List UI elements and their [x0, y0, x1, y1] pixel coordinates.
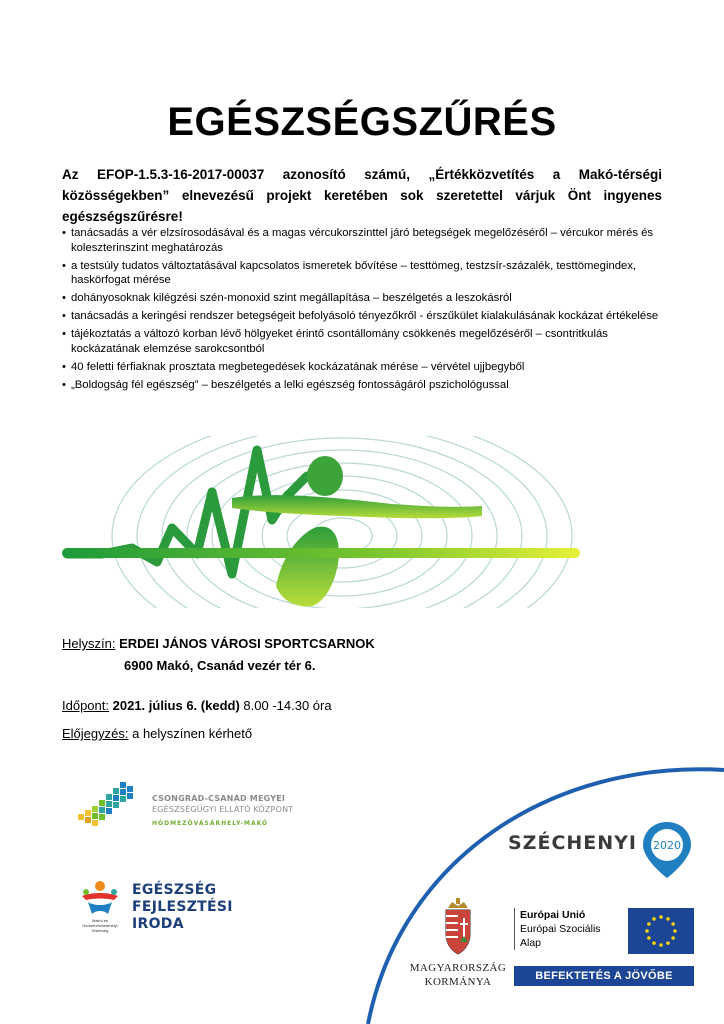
eu-star [659, 915, 663, 919]
eu-text-block [514, 908, 630, 950]
location-line [62, 636, 375, 651]
booking-value: a helyszínen kérhető [132, 726, 253, 741]
coat-of-arms-icon [440, 898, 476, 958]
csongrad-name-line2: EGÉSZSÉGÜGYI ELLÁTÓ KÖZPONT [152, 805, 294, 814]
befektetes-banner: BEFEKTETÉS A JÖVŐBE [514, 966, 694, 986]
eu-star [652, 941, 656, 945]
eu-star [647, 936, 651, 940]
eu-line1: Európai Unió [520, 909, 586, 921]
eu-star [671, 936, 675, 940]
eu-star [652, 917, 656, 921]
efi-line3: IRODA [132, 916, 184, 932]
eu-star [659, 943, 663, 947]
location-address-line [124, 658, 316, 673]
list-item: • a testsúly tudatos változtatásával kapcsolatos ismeretek bővítése – testtömeg, testzsír-százalék, testtömegindex, haskörfogat mérése [62, 259, 666, 288]
eu-star [671, 922, 675, 926]
szechenyi-year: 2020 [653, 839, 681, 852]
list-item: • tájékoztatás a változó korban lévő hölgyeket érintő csontállomány csökkenés megelőzéséről – csontritkulás kockázatának elemzése sarokcsontból [62, 327, 666, 356]
csongrad-logo [72, 776, 302, 836]
people-icon [78, 880, 122, 918]
eu-star [666, 917, 670, 921]
time-date: 2021. július 6. (kedd) [112, 698, 240, 713]
location-label: Helyszín: [62, 636, 116, 651]
szechenyi-word: SZÉCHENYI [508, 832, 637, 854]
efi-line1: EGÉSZSÉG [132, 882, 217, 898]
time-line [62, 698, 332, 713]
eu-star [666, 941, 670, 945]
efi-caption: Makói és Hódmezővásárhelyi Kistérség [82, 918, 118, 933]
page-title: EGÉSZSÉGSZŰRÉS [167, 100, 557, 144]
location-address: 6900 Makó, Csanád vezér tér 6. [124, 658, 316, 673]
health-illustration [62, 436, 582, 608]
eu-flag-icon [628, 908, 694, 954]
szechenyi-logo [508, 828, 708, 888]
efi-logo [78, 880, 233, 940]
location-venue: ERDEI JÁNOS VÁROSI SPORTCSARNOK [119, 636, 375, 651]
eu-star [647, 922, 651, 926]
time-hours: 8.00 -14.30 óra [243, 698, 332, 713]
eu-line2: Európai Szociális [520, 923, 601, 935]
location-pin-icon [640, 820, 694, 880]
list-item: • dohányosoknak kilégzési szén-monoxid szint megállapítása – beszélgetés a leszokásról [62, 291, 666, 306]
eu-star [645, 929, 649, 933]
list-item: • tanácsadás a vér elzsírosodásával és a magas vércukorszinttel járó betegségek megelőzéséről – vércukor mérés és koleszterinszint meghatározás [62, 226, 666, 255]
government-logo [398, 898, 518, 998]
list-item: • tanácsadás a keringési rendszer betegségeit befolyásoló tényezőkről - érszűkület kialakulásának kockázat értékelése [62, 309, 666, 324]
csongrad-name-line3: HÓDMEZŐVÁSÁRHELY-MAKÓ [152, 820, 269, 827]
eu-star [673, 929, 677, 933]
csongrad-name-line1: CSONGRÁD-CSANÁD MEGYEI [152, 794, 286, 803]
government-line1: MAGYARORSZÁG [409, 962, 507, 974]
time-label: Időpont: [62, 698, 109, 713]
eu-line3: Alap [520, 937, 542, 949]
intro-paragraph: Az EFOP-1.5.3-16-2017-00037 azonosító számú, „Értékközvetítés a Makó-térségi közösségekben” elnevezésű projekt keretében sok szeretettel várjuk Önt ingyenes egészségszűrésre! [62, 167, 662, 224]
efi-line2: FEJLESZTÉSI [132, 899, 233, 915]
list-item: • „Boldogság fél egészség” – beszélgetés a lelki egészség fontosságáról pszichológussal [62, 378, 666, 393]
csongrad-mark-icon [72, 776, 144, 836]
screening-list [62, 226, 666, 396]
booking-label: Előjegyzés: [62, 726, 129, 741]
government-line2: KORMÁNYA [424, 976, 492, 988]
booking-line [62, 726, 252, 741]
list-item: • 40 feletti férfiaknak prosztata megbetegedések kockázatának mérése – vérvétel ujjbegyből [62, 360, 666, 375]
